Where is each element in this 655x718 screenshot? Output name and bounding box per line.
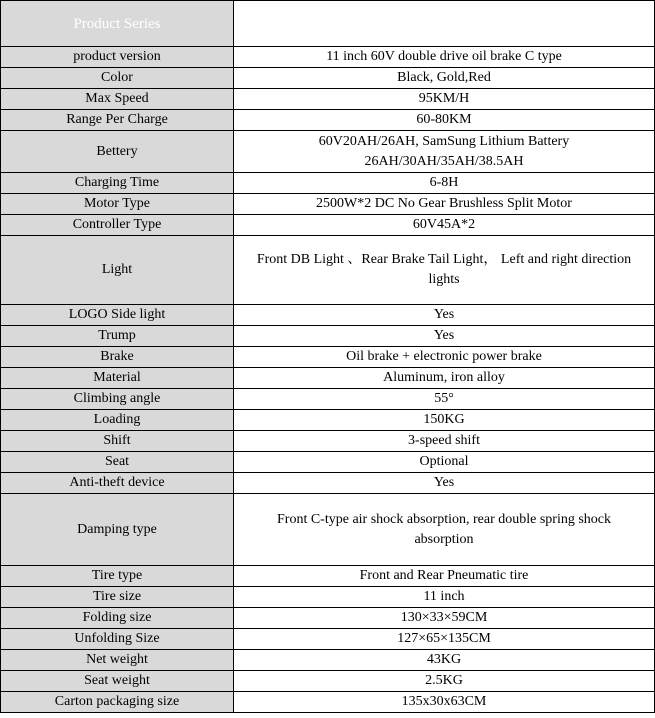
table-row (1, 110, 655, 131)
row-label: Climbing angle (1, 389, 234, 410)
table-row (1, 68, 655, 89)
table-row (1, 89, 655, 110)
row-label: Folding size (1, 608, 234, 629)
table-row (1, 473, 655, 494)
table-row (1, 452, 655, 473)
row-label: Brake (1, 347, 234, 368)
row-value: 95KM/H (234, 89, 655, 110)
row-label: Carton packaging size (1, 692, 234, 713)
row-label: Charging Time (1, 173, 234, 194)
row-label: Controller Type (1, 215, 234, 236)
row-value: 2.5KG (234, 671, 655, 692)
table-row (1, 368, 655, 389)
row-label: Tire type (1, 566, 234, 587)
table-row (1, 629, 655, 650)
row-value: Yes (234, 305, 655, 326)
row-value: 127×65×135CM (234, 629, 655, 650)
table-row (1, 494, 655, 566)
header-label-cell: Product Series (1, 1, 234, 47)
table-row (1, 410, 655, 431)
row-label: Motor Type (1, 194, 234, 215)
row-label: Tire size (1, 587, 234, 608)
table-row (1, 692, 655, 713)
row-label: LOGO Side light (1, 305, 234, 326)
row-value: 3-speed shift (234, 431, 655, 452)
row-value: Optional (234, 452, 655, 473)
row-value: Front DB Light 、Rear Brake Tail Light， Left and right direction lights (234, 236, 655, 305)
table-row (1, 347, 655, 368)
row-value: 11 inch (234, 587, 655, 608)
row-label: Range Per Charge (1, 110, 234, 131)
row-label: product version (1, 47, 234, 68)
table-row (1, 389, 655, 410)
row-label: Light (1, 236, 234, 305)
row-value: Front and Rear Pneumatic tire (234, 566, 655, 587)
row-value: Aluminum, iron alloy (234, 368, 655, 389)
row-value: 2500W*2 DC No Gear Brushless Split Motor (234, 194, 655, 215)
table-row (1, 431, 655, 452)
row-label: Bettery (1, 131, 234, 173)
row-label: Material (1, 368, 234, 389)
header-value-cell: X Double Drive (234, 1, 655, 47)
row-label: Max Speed (1, 89, 234, 110)
row-value: 150KG (234, 410, 655, 431)
table-row (1, 131, 655, 173)
table-row (1, 236, 655, 305)
row-value: 135x30x63CM (234, 692, 655, 713)
row-label: Seat (1, 452, 234, 473)
row-value: 55° (234, 389, 655, 410)
row-value: 60V45A*2 (234, 215, 655, 236)
row-value: Oil brake + electronic power brake (234, 347, 655, 368)
row-label: Damping type (1, 494, 234, 566)
table-header-row (1, 1, 655, 47)
table-row (1, 650, 655, 671)
row-value: Front C-type air shock absorption, rear double spring shock absorption (234, 494, 655, 566)
table-row (1, 173, 655, 194)
row-label: Net weight (1, 650, 234, 671)
row-value: 43KG (234, 650, 655, 671)
row-value: 11 inch 60V double drive oil brake C type (234, 47, 655, 68)
table-row (1, 215, 655, 236)
row-value: 6-8H (234, 173, 655, 194)
table-row (1, 566, 655, 587)
table-row (1, 326, 655, 347)
row-label: Trump (1, 326, 234, 347)
row-label: Seat weight (1, 671, 234, 692)
table-row (1, 587, 655, 608)
row-label: Color (1, 68, 234, 89)
row-label: Unfolding Size (1, 629, 234, 650)
table-row (1, 671, 655, 692)
table-row (1, 194, 655, 215)
row-label: Anti-theft device (1, 473, 234, 494)
table-row (1, 305, 655, 326)
row-value: Black, Gold,Red (234, 68, 655, 89)
table-row (1, 608, 655, 629)
row-value: Yes (234, 473, 655, 494)
table-row (1, 47, 655, 68)
row-value: 60V20AH/26AH, SamSung Lithium Battery 26AH/30AH/35AH/38.5AH (234, 131, 655, 173)
row-value: 60-80KM (234, 110, 655, 131)
row-label: Shift (1, 431, 234, 452)
row-value: 130×33×59CM (234, 608, 655, 629)
row-label: Loading (1, 410, 234, 431)
row-value: Yes (234, 326, 655, 347)
